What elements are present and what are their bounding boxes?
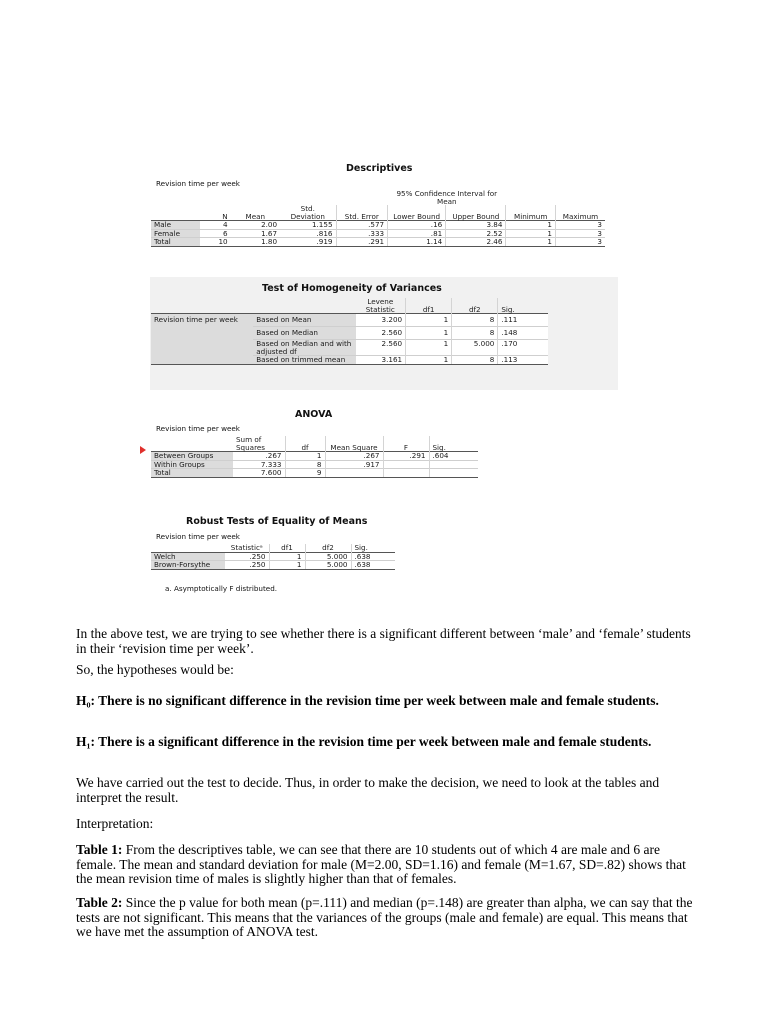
table2-label: Table 2:	[76, 895, 123, 910]
table-row: Between Groups .267 1 .267 .291 .604	[151, 452, 478, 461]
table-row: Male 4 2.00 1.155 .577 .16 3.84 1 3	[151, 221, 605, 230]
col-statistic: Statisticᵃ	[230, 543, 263, 552]
h1-label: H₁:	[76, 734, 96, 749]
robust-footnote: a. Asymptotically F distributed.	[165, 584, 278, 593]
table-row: Based on Median and with adjusted df 2.560 1 5.000 .170	[151, 340, 548, 356]
robust-table	[151, 544, 395, 570]
table2-text: Since the p value for both mean (p=.111) and median (p=.148) are greater than alpha, we can say that the tests are not significant. This means that the variances of the groups (male and female) are equal. This means that we have met the assumption of ANOVA test.	[76, 895, 693, 939]
descriptives-subtitle: Revision time per week	[156, 179, 240, 188]
hypothesis-alternative	[76, 735, 696, 750]
h0-text: There is no significant difference in the revision time per week between male and female students.	[95, 693, 659, 708]
hypothesis-null	[76, 694, 696, 709]
table1-label: Table 1:	[76, 842, 123, 857]
col-df1: df1	[406, 298, 452, 314]
col-levene: Levene Statistic	[365, 297, 395, 314]
col-df2: df2	[452, 298, 498, 314]
descriptives-table	[151, 190, 605, 247]
table-row: Total 10 1.80 .919 .291 1.14 2.46 1 3	[151, 238, 605, 247]
ci-header: 95% Confidence Interval for Mean	[396, 189, 498, 206]
table-row: Based on trimmed mean 3.161 1 8 .113	[151, 356, 548, 365]
paragraph-table2	[76, 896, 696, 940]
paragraph-interpretation-heading: Interpretation:	[76, 816, 154, 831]
homogeneity-table	[151, 298, 548, 365]
col-std-error: Std. Error	[336, 205, 388, 221]
table-row: Welch .250 1 5.000 .638	[151, 552, 395, 561]
descriptives-title: Descriptives	[346, 163, 413, 174]
robust-subtitle: Revision time per week	[156, 532, 240, 541]
table-row: Total 7.600 9	[151, 469, 478, 478]
col-sig: Sig.	[429, 436, 478, 452]
col-mean-square: Mean Square	[325, 436, 383, 452]
table-row: Based on Median 2.560 1 8 .148	[151, 327, 548, 340]
col-df: df	[285, 436, 325, 452]
col-sum-squares: Sum of Squares	[236, 435, 266, 452]
paragraph-table1	[76, 843, 696, 887]
h0-label: H₀:	[76, 693, 96, 708]
col-mean: Mean	[245, 211, 266, 221]
col-df2: df2	[305, 544, 351, 552]
paragraph-hypotheses-lead: So, the hypotheses would be:	[76, 662, 234, 677]
col-minimum: Minimum	[506, 205, 555, 221]
paragraph-decision: We have carried out the test to decide. Thus, in order to make the decision, we need to look at the tables and interpret the result.	[76, 775, 660, 805]
col-maximum: Maximum	[555, 205, 605, 221]
col-sig: Sig.	[351, 544, 395, 552]
selection-marker-icon	[140, 446, 146, 454]
robust-title: Robust Tests of Equality of Means	[186, 516, 368, 527]
table1-text: From the descriptives table, we can see that there are 10 students out of which 4 are male and 6 are female. The mean and standard deviation for male (M=2.00, SD=1.16) and female (M=1.67, SD=.82) shows that the mean revision time of males is slightly higher than that of females.	[76, 842, 686, 886]
table-row: Within Groups 7.333 8 .917	[151, 460, 478, 469]
anova-title: ANOVA	[295, 409, 333, 420]
homogeneity-title: Test of Homogeneity of Variances	[262, 283, 442, 294]
col-std-dev: Std. Deviation	[290, 204, 325, 221]
row-group-label: Revision time per week	[151, 314, 253, 365]
col-df1: df1	[269, 544, 305, 552]
col-lower-bound: Lower Bound	[388, 205, 446, 221]
table-row: Female 6 1.67 .816 .333 .81 2.52 1 3	[151, 229, 605, 238]
paragraph-intro: In the above test, we are trying to see whether there is a significant different between ‘male’ and ‘female’ students in their ‘revision time per week’.	[76, 626, 691, 656]
table-row: Brown-Forsythe .250 1 5.000 .638	[151, 561, 395, 570]
h1-text: There is a significant difference in the revision time per week between male and female students.	[95, 734, 652, 749]
col-upper-bound: Upper Bound	[446, 205, 506, 221]
col-n: N	[222, 211, 228, 221]
table-row: Revision time per week Based on Mean 3.200 1 8 .111	[151, 314, 548, 327]
anova-subtitle: Revision time per week	[156, 424, 240, 433]
col-f: F	[383, 436, 429, 452]
anova-table	[151, 436, 478, 478]
col-sig: Sig.	[498, 298, 548, 314]
